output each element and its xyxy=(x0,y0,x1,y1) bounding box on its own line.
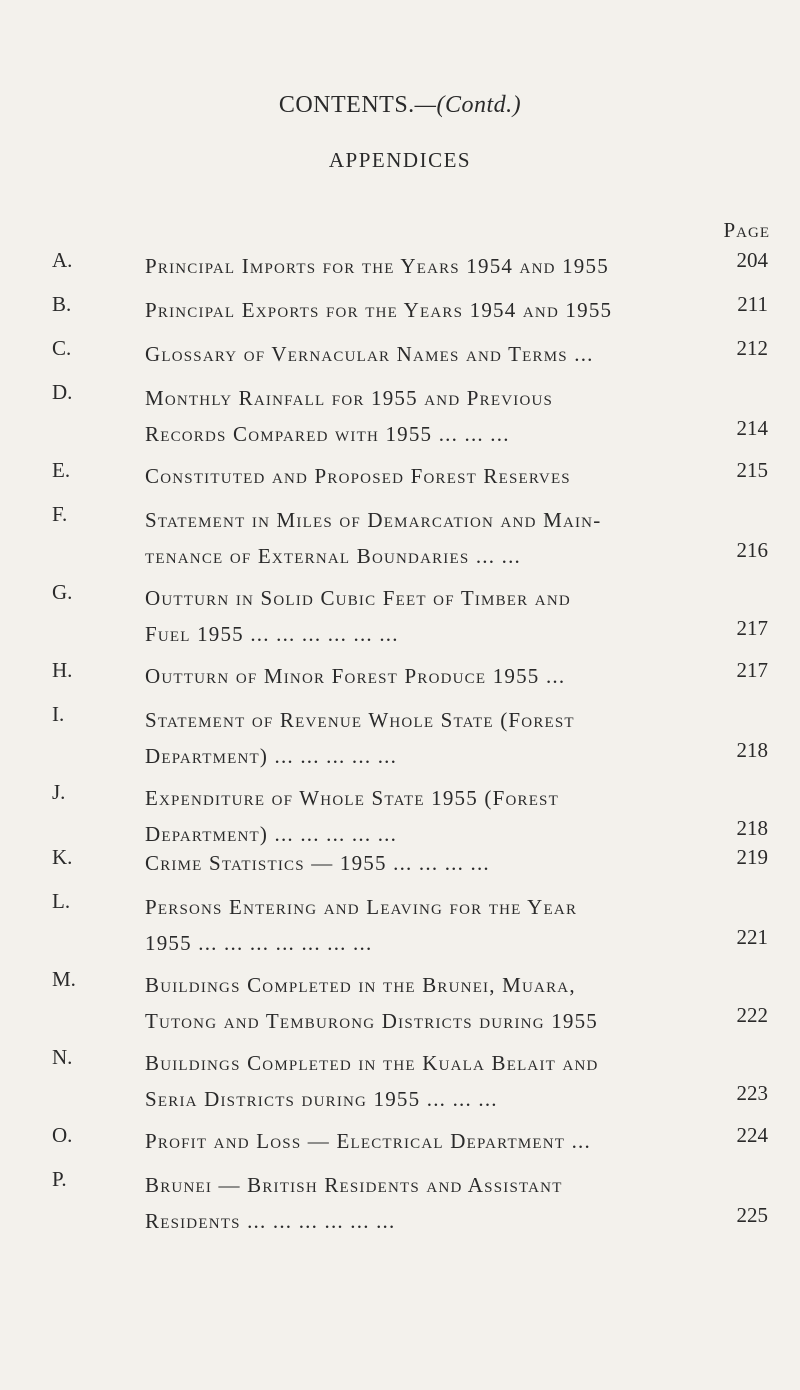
appendix-title xyxy=(145,580,695,652)
appendix-title-line: Seria Districts during 1955 ... ... ... xyxy=(145,1087,498,1111)
appendix-title xyxy=(145,967,695,1039)
appendix-page-number: 218 xyxy=(736,738,768,762)
appendix-title-line: Principal Imports for the Years 1954 and 1955 xyxy=(145,254,609,278)
appendix-letter: L. xyxy=(52,889,71,913)
appendix-title xyxy=(145,658,695,694)
appendix-letter: H. xyxy=(52,658,73,682)
appendix-letter: C. xyxy=(52,336,72,360)
appendix-title-line: Brunei — British Residents and Assistant xyxy=(145,1173,563,1197)
section-subtitle: APPENDICES xyxy=(328,148,472,172)
appendix-letter: A. xyxy=(52,248,73,272)
appendix-letter: K. xyxy=(52,845,73,869)
appendix-page-number: 219 xyxy=(736,845,768,869)
appendix-page-number: 224 xyxy=(736,1123,768,1147)
appendix-page-number: 212 xyxy=(736,336,768,360)
appendix-title-line: Statement in Miles of Demarcation and Main- xyxy=(145,508,602,532)
appendix-title xyxy=(145,248,695,284)
appendix-page-number: 223 xyxy=(736,1081,768,1105)
appendix-title xyxy=(145,1123,695,1159)
appendix-letter: E. xyxy=(52,458,71,482)
appendix-title-line: Records Compared with 1955 ... ... ... xyxy=(145,422,510,446)
appendix-title xyxy=(145,780,695,852)
appendix-title-line: Fuel 1955 ... ... ... ... ... ... xyxy=(145,622,399,646)
appendix-title-line: Profit and Loss — Electrical Department ... xyxy=(145,1129,591,1153)
appendix-title xyxy=(145,502,695,574)
appendix-letter: D. xyxy=(52,380,73,404)
appendix-title-line: Outturn of Minor Forest Produce 1955 ... xyxy=(145,664,566,688)
appendix-page-number: 215 xyxy=(736,458,768,482)
appendix-page-number: 221 xyxy=(736,925,768,949)
appendix-title xyxy=(145,458,695,494)
appendix-page-number: 216 xyxy=(736,538,768,562)
appendix-title-line: Glossary of Vernacular Names and Terms ... xyxy=(145,342,594,366)
appendix-letter: O. xyxy=(52,1123,73,1147)
appendix-title-line: Principal Exports for the Years 1954 and 1955 xyxy=(145,298,613,322)
appendix-page-number: 214 xyxy=(736,416,768,440)
appendix-title xyxy=(145,702,695,774)
appendix-page-number: 211 xyxy=(737,292,768,316)
appendix-title-line: Residents ... ... ... ... ... ... xyxy=(145,1209,396,1233)
appendix-letter: P. xyxy=(52,1167,67,1191)
appendix-page-number: 204 xyxy=(736,248,768,272)
appendix-title xyxy=(145,1045,695,1117)
appendix-title xyxy=(145,1167,695,1239)
appendix-letter: I. xyxy=(52,702,65,726)
appendix-title-line: Constituted and Proposed Forest Reserves xyxy=(145,464,571,488)
appendix-title xyxy=(145,889,695,961)
appendix-letter: G. xyxy=(52,580,73,604)
appendix-title-line: Buildings Completed in the Kuala Belait and xyxy=(145,1051,599,1075)
appendix-title-line: tenance of External Boundaries ... ... xyxy=(145,544,522,568)
appendix-title-line: Department) ... ... ... ... ... xyxy=(145,822,398,846)
title-text: CONTENTS. xyxy=(278,92,415,118)
page-title xyxy=(0,92,800,119)
appendix-title xyxy=(145,380,695,452)
appendix-page-number: 218 xyxy=(736,816,768,840)
appendix-letter: F. xyxy=(52,502,68,526)
title-suffix: —(Contd.) xyxy=(414,92,522,118)
appendix-title-line: Buildings Completed in the Brunei, Muara, xyxy=(145,973,576,997)
appendix-letter: B. xyxy=(52,292,72,316)
appendix-letter: N. xyxy=(52,1045,73,1069)
appendix-letter: J. xyxy=(52,780,66,804)
appendix-title-line: Monthly Rainfall for 1955 and Previous xyxy=(145,386,554,410)
appendix-title-line: 1955 ... ... ... ... ... ... ... xyxy=(145,931,373,955)
appendix-title-line: Persons Entering and Leaving for the Year xyxy=(145,895,578,919)
appendix-title xyxy=(145,845,695,881)
appendix-title-line: Crime Statistics — 1955 ... ... ... ... xyxy=(145,851,490,875)
appendix-page-number: 225 xyxy=(736,1203,768,1227)
appendix-title-line: Department) ... ... ... ... ... xyxy=(145,744,398,768)
appendix-page-number: 217 xyxy=(736,658,768,682)
appendix-title-line: Statement of Revenue Whole State (Forest xyxy=(145,708,575,732)
page-column-header: Page xyxy=(723,218,770,242)
appendix-title xyxy=(145,292,695,328)
appendix-title-line: Outturn in Solid Cubic Feet of Timber and xyxy=(145,586,571,610)
appendix-title-line: Expenditure of Whole State 1955 (Forest xyxy=(145,786,559,810)
appendix-page-number: 217 xyxy=(736,616,768,640)
appendix-title xyxy=(145,336,695,372)
appendix-page-number: 222 xyxy=(736,1003,768,1027)
appendix-letter: M. xyxy=(52,967,76,991)
appendix-title-line: Tutong and Temburong Districts during 1955 xyxy=(145,1009,598,1033)
